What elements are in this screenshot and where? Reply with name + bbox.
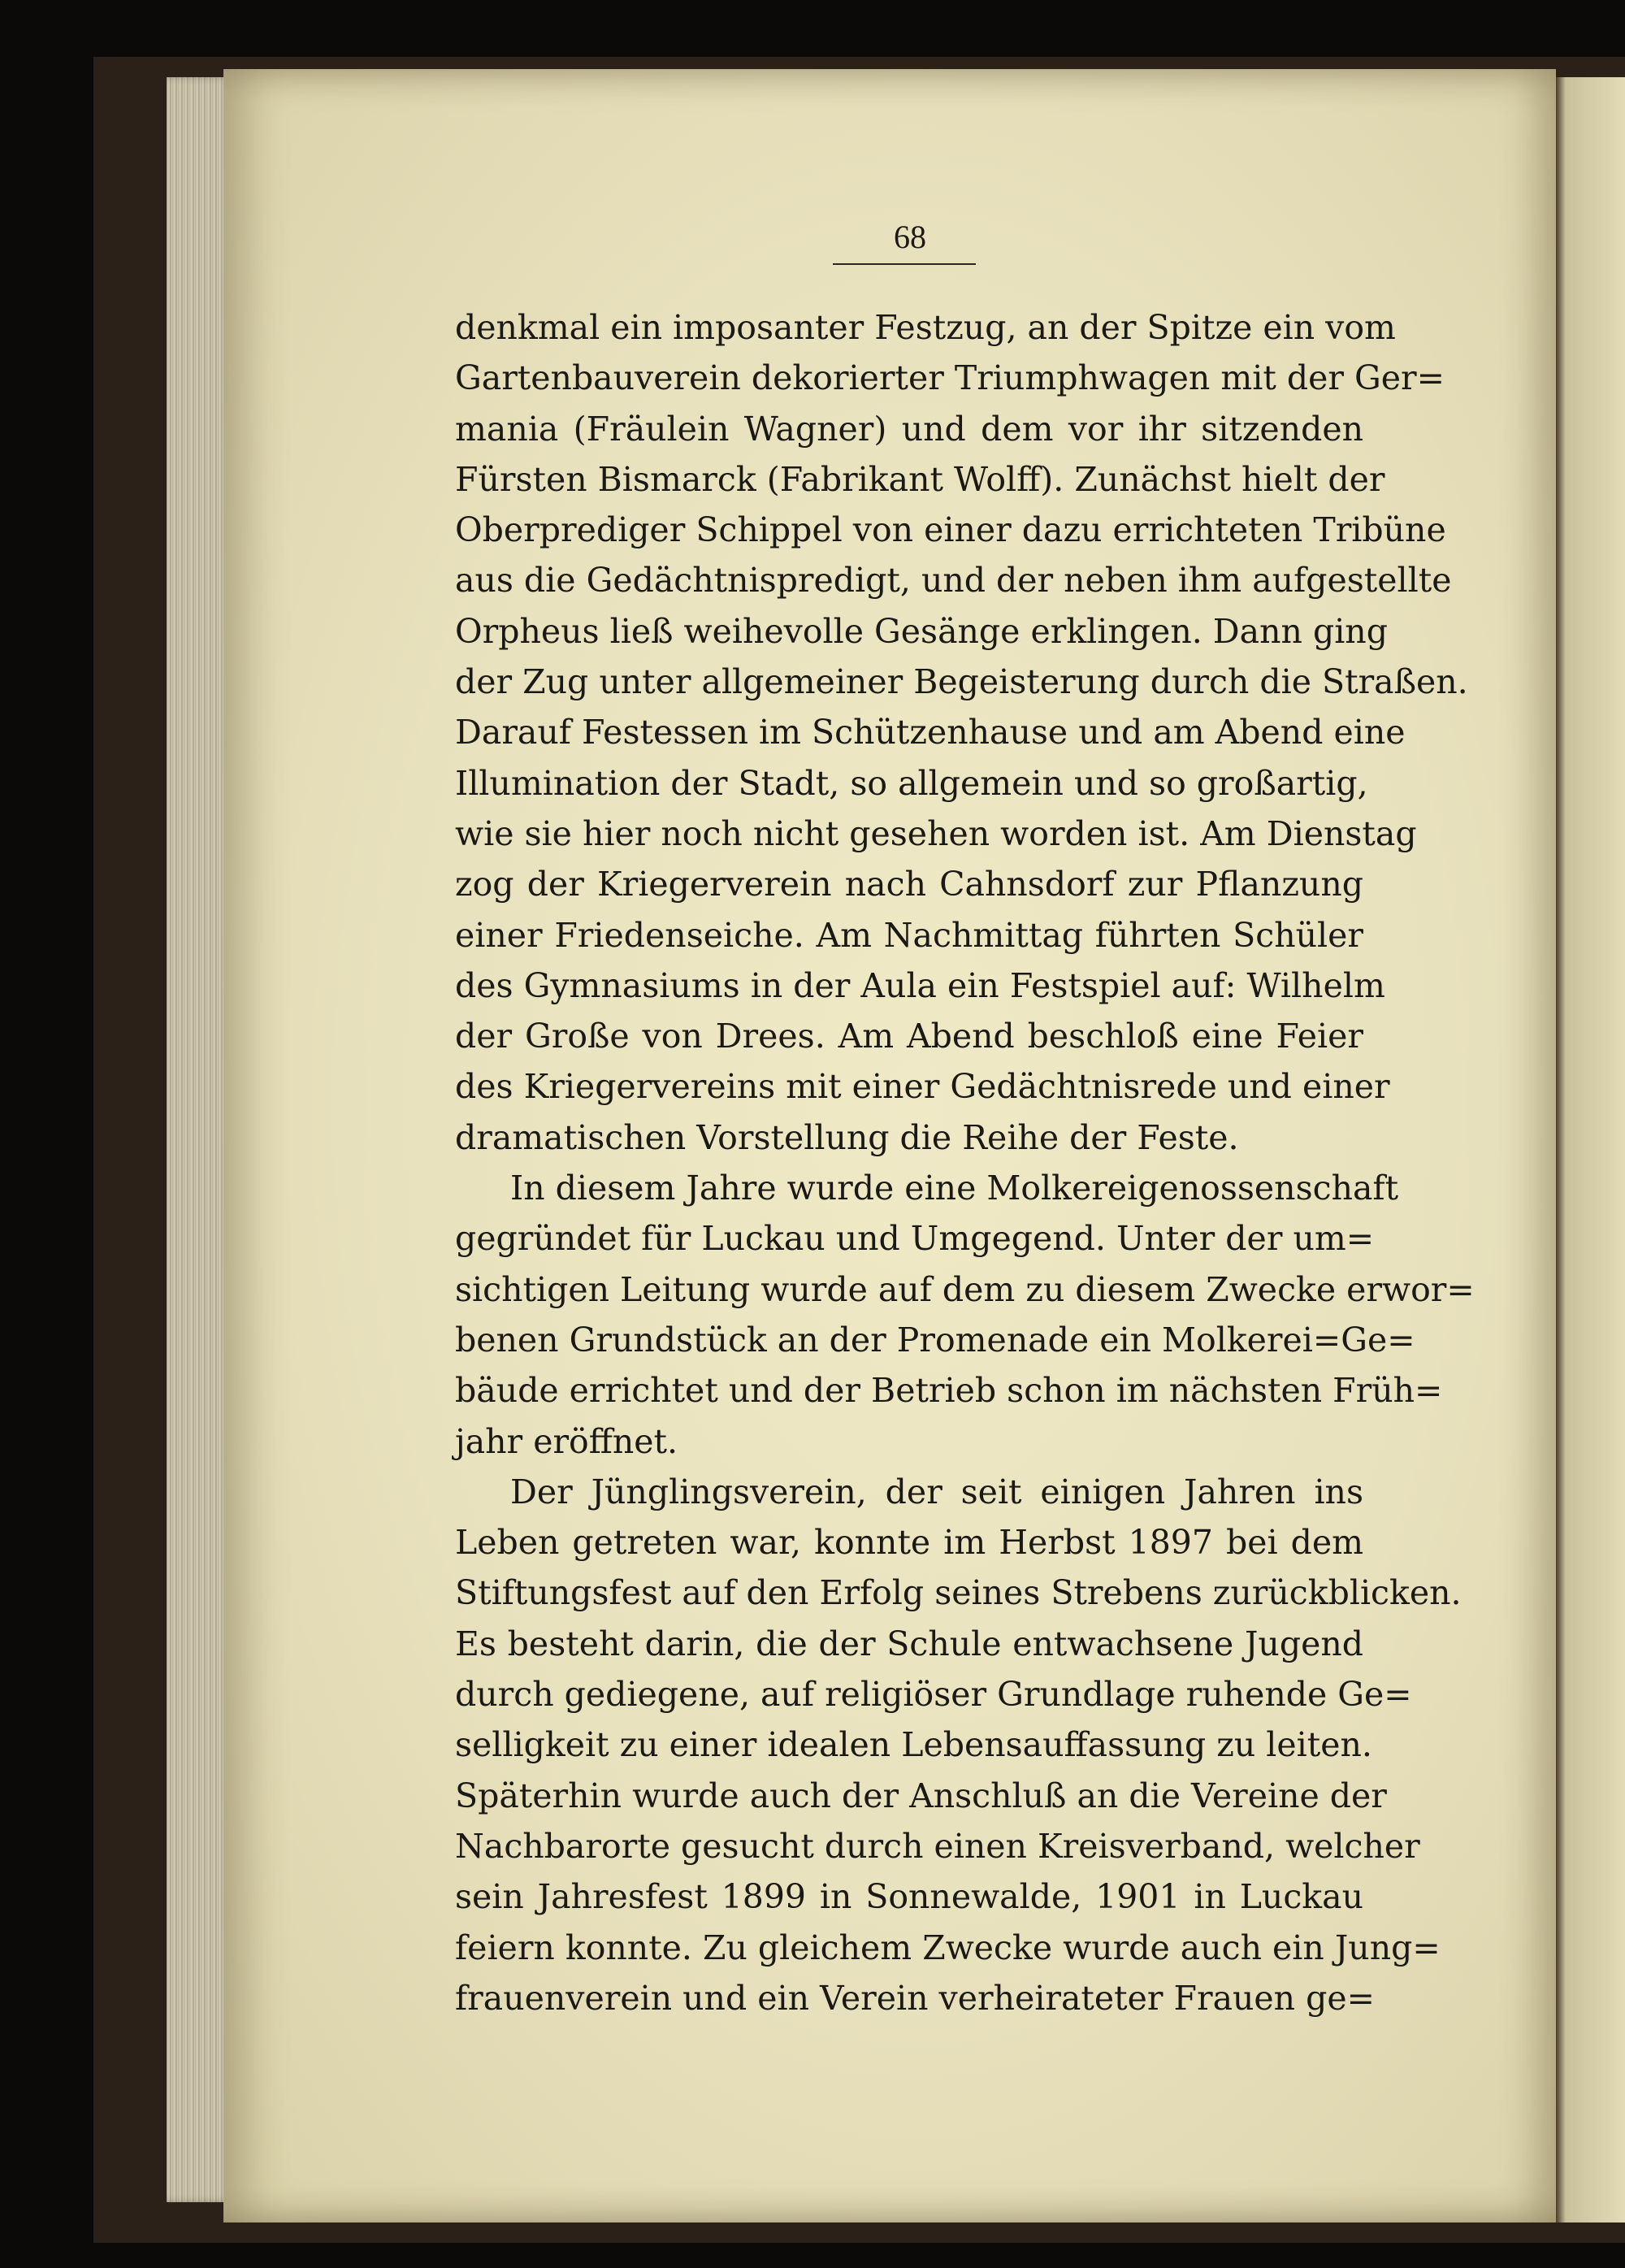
facing-page-edge xyxy=(1556,77,1625,2222)
text-line: einer Friedenseiche. Am Nachmittag führten Schüler xyxy=(455,915,1363,955)
text-line: mania (Fräulein Wagner) und dem vor ihr sitzenden xyxy=(455,409,1363,449)
text-line: Späterhin wurde auch der Anschluß an die Vereine der xyxy=(455,1776,1387,1815)
text-line: benen Grundstück an der Promenade ein Molkerei=Ge= xyxy=(455,1320,1415,1359)
text-line: Es besteht darin, die der Schule entwachsene Jugend xyxy=(455,1624,1363,1663)
text-line: wie sie hier noch nicht gesehen worden ist. Am Dienstag xyxy=(455,813,1417,853)
text-line: Der Jünglingsverein, der seit einigen Jahren ins xyxy=(510,1472,1363,1511)
text-line: des Kriegervereins mit einer Gedächtnisrede und einer xyxy=(455,1067,1390,1107)
text-line: des Gymnasiums in der Aula ein Festspiel auf: Wilhelm xyxy=(455,965,1385,1005)
text-line: frauenverein und ein Verein verheirateter Frauen ge= xyxy=(455,1978,1375,2018)
text-line: jahr eröffnet. xyxy=(455,1421,678,1461)
text-line: Oberprediger Schippel von einer dazu errichteten Tribüne xyxy=(455,510,1446,550)
text-line: Nachbarorte gesucht durch einen Kreisverband, welcher xyxy=(455,1826,1420,1866)
text-line: sichtigen Leitung wurde auf dem zu diesem Zwecke erwor= xyxy=(455,1269,1475,1309)
text-line: zog der Kriegerverein nach Cahnsdorf zur Pflanzung xyxy=(455,865,1363,904)
text-line: Stiftungsfest auf den Erfolg seines Strebens zurückblicken. xyxy=(455,1573,1462,1613)
text-line: denkmal ein imposanter Festzug, an der Spitze ein vom xyxy=(455,308,1396,347)
text-line: durch gediegene, auf religiöser Grundlage ruhende Ge= xyxy=(455,1675,1412,1715)
text-line: der Zug unter allgemeiner Begeisterung durch die Straßen. xyxy=(455,662,1468,702)
body-text xyxy=(455,302,1475,2023)
text-line: Leben getreten war, konnte im Herbst 1897 bei dem xyxy=(455,1523,1363,1563)
text-line: aus die Gedächtnispredigt, und der neben ihm aufgestellte xyxy=(455,561,1452,601)
text-line: bäude errichtet und der Betrieb schon im nächsten Früh= xyxy=(455,1371,1443,1411)
text-line: Fürsten Bismarck (Fabrikant Wolff). Zunächst hielt der xyxy=(455,459,1385,499)
header-rule xyxy=(833,263,976,265)
text-line: Gartenbauverein dekorierter Triumphwagen mit der Ger= xyxy=(455,358,1445,398)
text-line: selligkeit zu einer idealen Lebensauffassung zu leiten. xyxy=(455,1725,1372,1765)
text-line: Illumination der Stadt, so allgemein und so großartig, xyxy=(455,763,1368,803)
text-line: gegründet für Luckau und Umgegend. Unter der um= xyxy=(455,1219,1375,1259)
text-line: feiern konnte. Zu gleichem Zwecke wurde auch ein Jung= xyxy=(455,1928,1441,1967)
text-line: der Große von Drees. Am Abend beschloß eine Feier xyxy=(455,1017,1363,1056)
page-number: 68 xyxy=(894,219,926,255)
text-line: sein Jahresfest 1899 in Sonnewalde, 1901 in Luckau xyxy=(455,1877,1363,1917)
text-line: Orpheus ließ weihevolle Gesänge erklingen. Dann ging xyxy=(455,611,1388,651)
text-line: In diesem Jahre wurde eine Molkereigenossenschaft xyxy=(510,1169,1399,1208)
text-line: dramatischen Vorstellung die Reihe der Feste. xyxy=(455,1117,1239,1157)
text-line: Darauf Festessen im Schützenhause und am Abend eine xyxy=(455,713,1406,752)
